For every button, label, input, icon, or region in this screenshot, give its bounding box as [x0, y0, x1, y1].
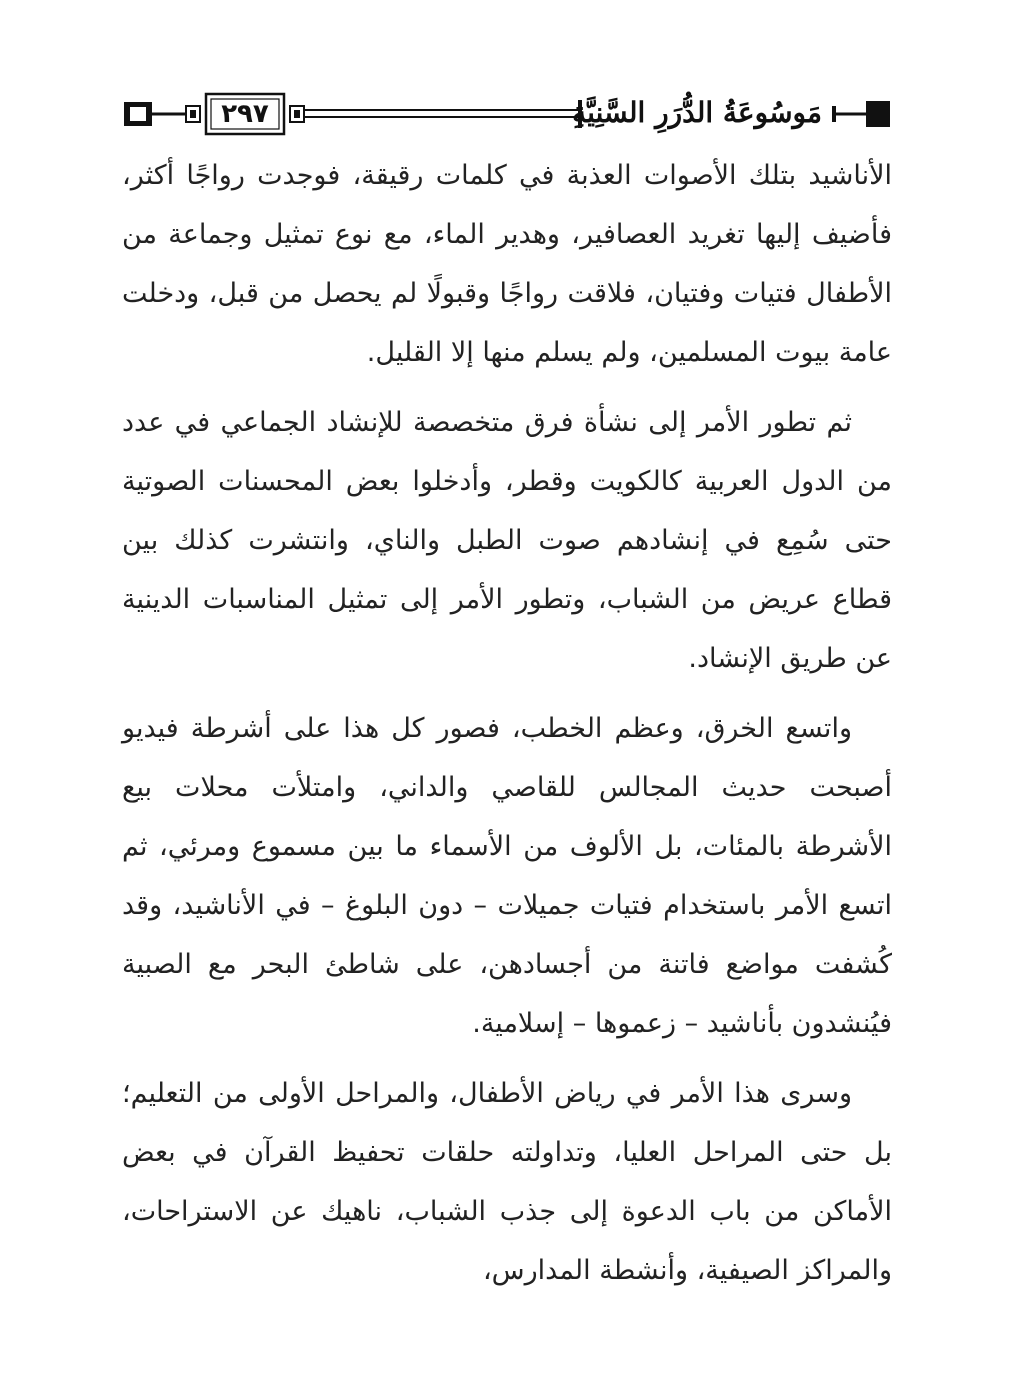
page-body [122, 146, 892, 1311]
page-header [122, 86, 892, 146]
paragraph: واتسع الخرق، وعظم الخطب، فصور كل هذا على أشرطة فيديو أصبحت حديث المجالس للقاصي والداني، وامتلأت محلات بيع الأشرطة بالمئات، بل الألوف من الأسماء ما بين مسموع ومرئي، ثم اتسع الأمر باستخدام فتيات جميلات – دون البلوغ – في الأناشيد، وقد كُشفت مواضع فاتنة من أجسادهن، على شاطئ البحر مع الصبية فيُنشدون بأناشيد – زعموها – إسلامية. [122, 713, 892, 1039]
paragraph: وسرى هذا الأمر في رياض الأطفال، والمراحل الأولى من التعليم؛ بل حتى المراحل العليا، وتداولته حلقات تحفيظ القرآن في بعض الأماكن من باب الدعوة إلى جذب الشباب، ناهيك عن الاستراحات، والمراكز الصيفية، وأنشطة المدارس، [122, 1078, 892, 1286]
paragraph: ثم تطور الأمر إلى نشأة فرق متخصصة للإنشاد الجماعي في عدد من الدول العربية كالكويت وقطر، وأدخلوا بعض المحسنات الصوتية حتى سُمِع في إنشادهم صوت الطبل والناي، وانتشرت كذلك بين قطاع عريض من الشباب، وتطور الأمر إلى تمثيل المناسبات الدينية عن طريق الإنشاد. [122, 407, 892, 674]
right-filled-square-icon [866, 101, 890, 127]
series-title: مَوسُوعَةُ الدُّرَرِ السَّنِيَّةِ [572, 96, 822, 129]
page-number: ٢٩٧ [221, 99, 269, 129]
paragraph: الأناشيد بتلك الأصوات العذبة في كلمات رقيقة، فوجدت رواجًا أكثر، فأضيف إليها تغريد العصافير، وهدير الماء، مع نوع تمثيل وجماعة من الأطفال فتيات وفتيان، فلاقت رواجًا وقبولًا لم يحصل من قبل، ودخلت عامة بيوت المسلمين، ولم يسلم منها إلا القليل. [122, 160, 892, 368]
left-inner-square-icon [130, 107, 146, 121]
